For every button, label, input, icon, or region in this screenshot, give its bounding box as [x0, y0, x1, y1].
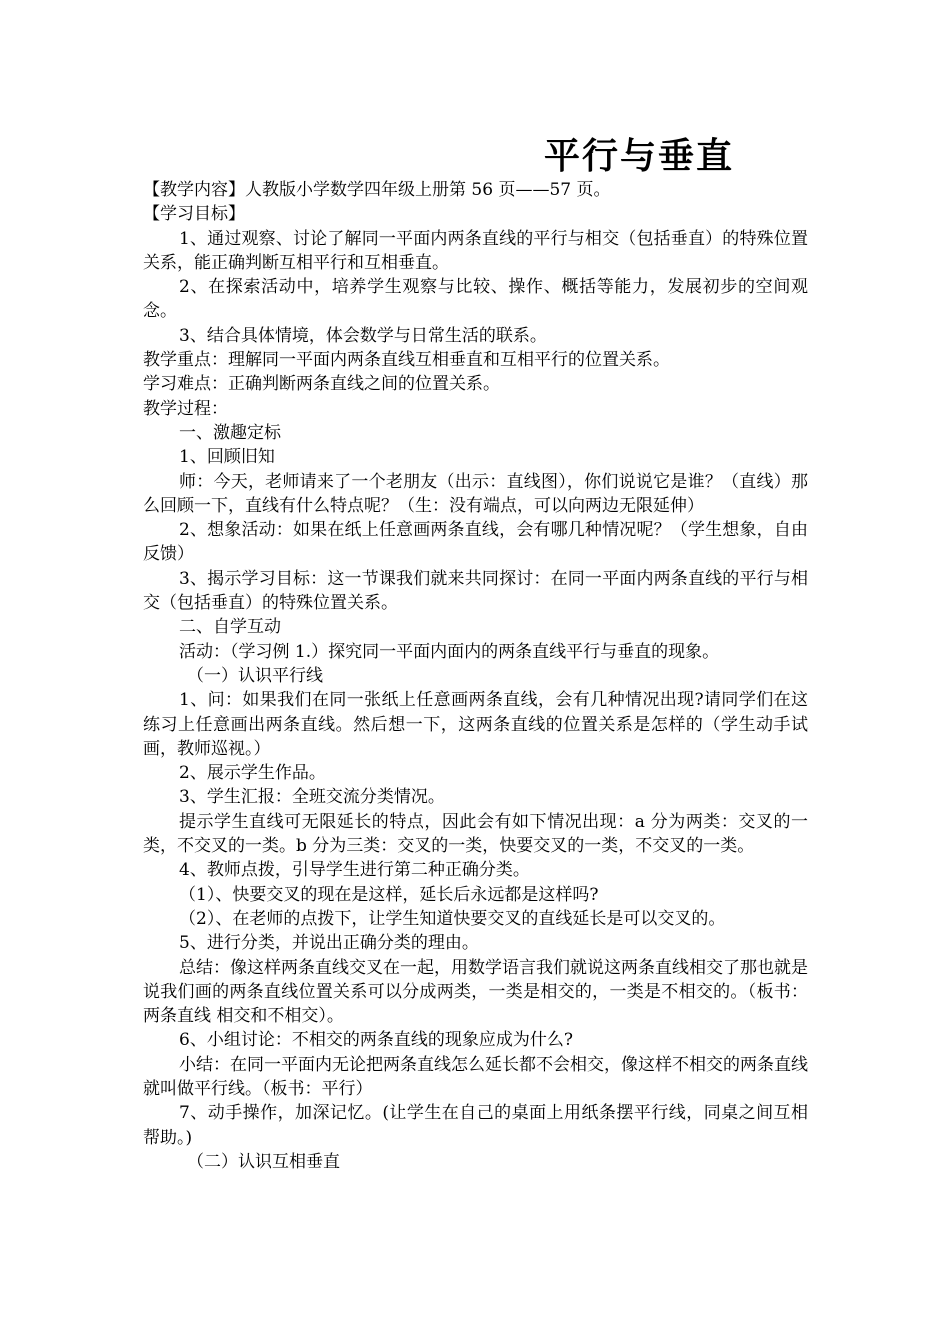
paragraph: 2、在探索活动中，培养学生观察与比较、操作、概括等能力，发展初步的空间观念。	[143, 277, 808, 322]
paragraph: （2）、在老师的点拨下，让学生知道快要交叉的直线延长是可以交叉的。	[179, 908, 726, 929]
paragraph: （1）、快要交叉的现在是这样，延长后永远都是这样吗?	[179, 884, 599, 905]
paragraph: 4、教师点拨，引导学生进行第二种正确分类。	[179, 860, 530, 881]
paragraph: 提示学生直线可无限延长的特点，因此会有如下情况出现：a 分为两类：交叉的一类，不交叉的一类。b 分为三类：交叉的一类，快要交叉的一类，不交叉的一类。	[143, 811, 808, 857]
paragraph: 6、小组讨论：不相交的两条直线的现象应成为什么?	[179, 1030, 573, 1051]
paragraph: 教学过程：	[143, 398, 228, 419]
paragraph: 1、问：如果我们在同一张纸上任意画两条直线，会有几种情况出现?请同学们在这练习上任意画出两条直线。然后想一下，这两条直线的位置关系是怎样的（学生动手试画，教师巡视。）	[143, 690, 808, 759]
document-body	[143, 178, 808, 1174]
paragraph: 7、动手操作，加深记忆。(让学生在自己的桌面上用纸条摆平行线，同桌之间互相帮助。)	[143, 1103, 808, 1148]
paragraph: 1、回顾旧知	[179, 447, 275, 468]
paragraph: 【学习目标】	[143, 204, 245, 225]
paragraph: （一）认识平行线	[187, 665, 323, 686]
paragraph: 3、结合具体情境，体会数学与日常生活的联系。	[179, 325, 547, 346]
paragraph: 2、展示学生作品。	[179, 763, 326, 784]
paragraph: （二）认识互相垂直	[187, 1151, 340, 1172]
paragraph: 3、学生汇报：全班交流分类情况。	[179, 787, 445, 808]
paragraph: 小结：在同一平面内无论把两条直线怎么延长都不会相交，像这样不相交的两条直线就叫做平行线。（板书：平行）	[143, 1054, 808, 1099]
paragraph: 2、想象活动：如果在纸上任意画两条直线，会有哪几种情况呢？（学生想象，自由反馈）	[143, 520, 808, 565]
paragraph: 师：今天，老师请来了一个老朋友（出示：直线图），你们说说它是谁？（直线）那么回顾一下，直线有什么特点呢？（生：没有端点，可以向两边无限延伸）	[143, 471, 808, 516]
document-title: 平行与垂直	[544, 135, 735, 177]
paragraph: 教学重点：理解同一平面内两条直线互相垂直和互相平行的位置关系。	[143, 350, 670, 371]
paragraph: 二、自学互动	[179, 617, 281, 638]
paragraph: 学习难点：正确判断两条直线之间的位置关系。	[143, 374, 500, 395]
paragraph: 总结：像这样两条直线交叉在一起，用数学语言我们就说这两条直线相交了那也就是说我们画的两条直线位置关系可以分成两类，一类是相交的，一类是不相交的。（板书：两条直线 相交和不相交）。	[143, 957, 808, 1027]
paragraph: 3、揭示学习目标：这一节课我们就来共同探讨：在同一平面内两条直线的平行与相交（包括垂直）的特殊位置关系。	[143, 568, 808, 614]
paragraph: 活动：（学习例 1.）探究同一平面内面内的两条直线平行与垂直的现象。	[179, 641, 720, 662]
paragraph: 5、进行分类，并说出正确分类的理由。	[179, 933, 479, 954]
paragraph: 【教学内容】人教版小学数学四年级上册第 56 页——57 页。	[143, 180, 611, 200]
paragraph: 1、通过观察、讨论了解同一平面内两条直线的平行与相交（包括垂直）的特殊位置关系，能正确判断互相平行和互相垂直。	[143, 228, 808, 273]
paragraph: 一、激趣定标	[179, 422, 281, 443]
